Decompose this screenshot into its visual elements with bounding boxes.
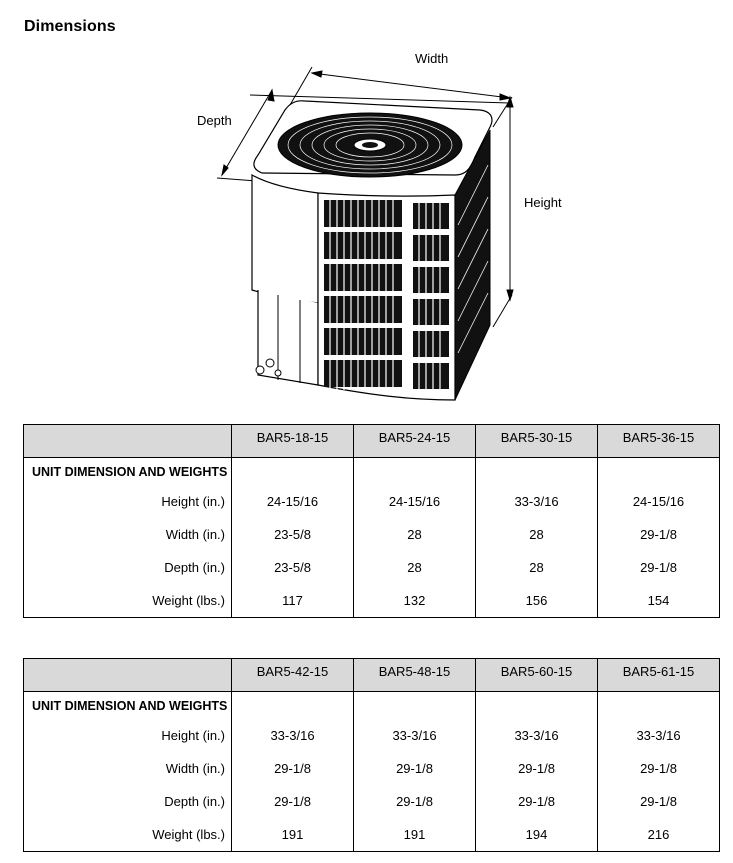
model-header: BAR5-18-15 <box>232 425 354 458</box>
cell: 132 <box>354 584 476 618</box>
cell: 154 <box>598 584 720 618</box>
cell: 29-1/8 <box>476 752 598 785</box>
cell: 24-15/16 <box>232 485 354 518</box>
section-row <box>24 692 720 720</box>
cell: 117 <box>232 584 354 618</box>
cell: 29-1/8 <box>232 752 354 785</box>
table-row <box>24 719 720 752</box>
section-label: UNIT DIMENSION AND WEIGHTS <box>24 692 232 720</box>
cell: 23-5/8 <box>232 551 354 584</box>
model-header: BAR5-42-15 <box>232 659 354 692</box>
condenser-unit-diagram <box>190 45 590 410</box>
dimensions-table-2 <box>23 658 720 852</box>
cell: 29-1/8 <box>598 752 720 785</box>
section-row <box>24 458 720 486</box>
cell: 23-5/8 <box>232 518 354 551</box>
cell: 191 <box>232 818 354 852</box>
cell: 29-1/8 <box>598 785 720 818</box>
cell: 33-3/16 <box>598 719 720 752</box>
table-row <box>24 584 720 618</box>
cell: 33-3/16 <box>476 485 598 518</box>
cell: 33-3/16 <box>476 719 598 752</box>
row-label: Weight (lbs.) <box>24 818 232 852</box>
row-label: Height (in.) <box>24 719 232 752</box>
row-label: Depth (in.) <box>24 785 232 818</box>
cell: 216 <box>598 818 720 852</box>
header-blank-cell <box>24 659 232 692</box>
model-header: BAR5-36-15 <box>598 425 720 458</box>
cell: 194 <box>476 818 598 852</box>
header-blank-cell <box>24 425 232 458</box>
cell: 33-3/16 <box>354 719 476 752</box>
table-row <box>24 752 720 785</box>
cell: 29-1/8 <box>354 785 476 818</box>
row-label: Height (in.) <box>24 485 232 518</box>
table-row <box>24 518 720 551</box>
section-label: UNIT DIMENSION AND WEIGHTS <box>24 458 232 486</box>
cell: 29-1/8 <box>598 518 720 551</box>
cell: 24-15/16 <box>354 485 476 518</box>
width-label: Width <box>415 51 449 66</box>
row-label: Weight (lbs.) <box>24 584 232 618</box>
cell: 29-1/8 <box>598 551 720 584</box>
cell: 28 <box>476 551 598 584</box>
cell: 28 <box>354 551 476 584</box>
dimensions-table-1 <box>23 424 720 618</box>
cell: 28 <box>354 518 476 551</box>
model-header: BAR5-60-15 <box>476 659 598 692</box>
cell: 29-1/8 <box>476 785 598 818</box>
cell: 24-15/16 <box>598 485 720 518</box>
cell: 29-1/8 <box>232 785 354 818</box>
table-row <box>24 785 720 818</box>
cell: 29-1/8 <box>354 752 476 785</box>
model-header: BAR5-48-15 <box>354 659 476 692</box>
cell: 156 <box>476 584 598 618</box>
model-header: BAR5-30-15 <box>476 425 598 458</box>
model-header: BAR5-61-15 <box>598 659 720 692</box>
table-header-row <box>24 659 720 692</box>
row-label: Width (in.) <box>24 518 232 551</box>
model-header: BAR5-24-15 <box>354 425 476 458</box>
cell: 28 <box>476 518 598 551</box>
depth-label: Depth <box>197 113 232 128</box>
condenser-unit-illustration <box>190 45 590 410</box>
table-header-row <box>24 425 720 458</box>
row-label: Width (in.) <box>24 752 232 785</box>
cell: 33-3/16 <box>232 719 354 752</box>
table-row <box>24 551 720 584</box>
height-label: Height <box>524 195 562 210</box>
table-row <box>24 485 720 518</box>
row-label: Depth (in.) <box>24 551 232 584</box>
table-row <box>24 818 720 852</box>
page-title: Dimensions <box>24 18 116 35</box>
cell: 191 <box>354 818 476 852</box>
